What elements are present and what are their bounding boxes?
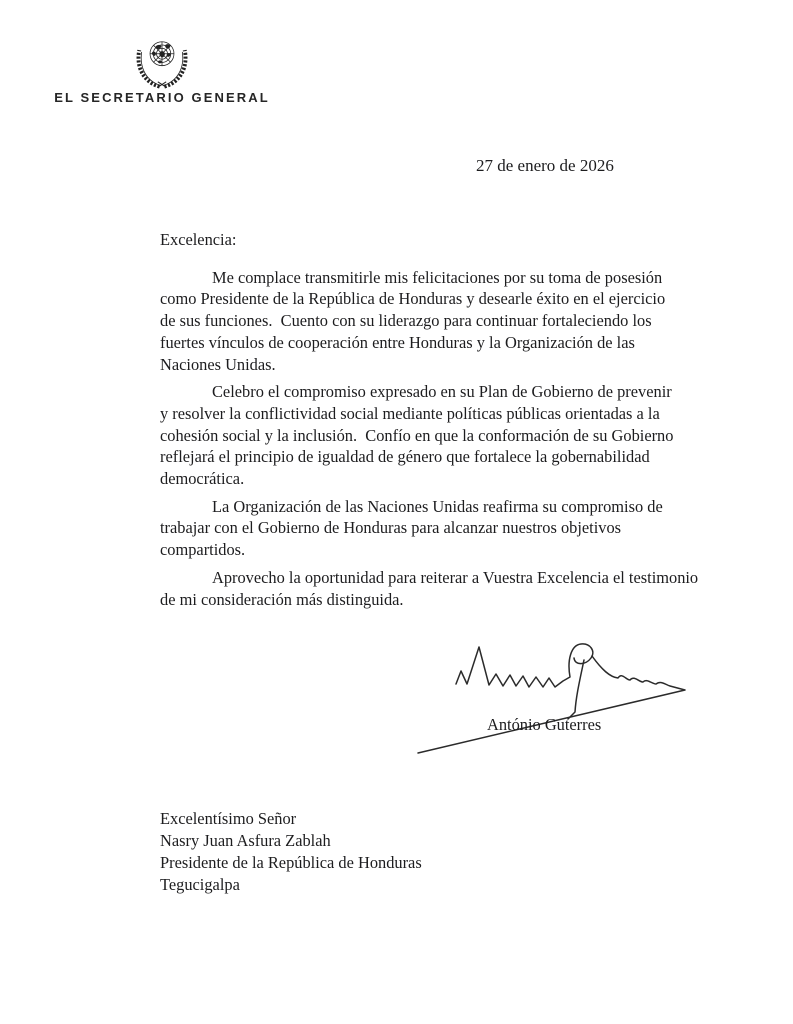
text-line: y resolver la conflictividad social mediante políticas públicas orientadas a la — [160, 403, 660, 423]
letter-body — [160, 229, 740, 616]
text-line: Naciones Unidas. — [160, 354, 276, 374]
handwritten-signature — [413, 634, 773, 774]
text-line: democrática. — [160, 469, 245, 489]
text-line: compartidos. — [160, 540, 246, 560]
text-line: trabajar con el Gobierno de Honduras para alcanzar nuestros objetivos — [160, 518, 622, 538]
paragraph-3 — [160, 496, 740, 561]
text-line: Excelentísimo Señor — [160, 809, 297, 828]
text-line: Celebro el compromiso expresado en su Plan de Gobierno de prevenir — [212, 382, 672, 402]
text-line: fuertes vínculos de cooperación entre Honduras y la Organización de las — [160, 332, 635, 352]
paragraph-1 — [160, 267, 740, 376]
signature-block — [413, 634, 773, 774]
text-line: La Organización de las Naciones Unidas reafirma su compromiso de — [212, 496, 663, 516]
letter-date: 27 de enero de 2026 — [476, 156, 614, 175]
text-line: Tegucigalpa — [160, 875, 240, 894]
text-line: Presidente de la República de Honduras — [160, 853, 422, 872]
text-line: de sus funciones. Cuento con su liderazgo para continuar fortaleciendo los — [160, 311, 652, 331]
salutation: Excelencia: — [160, 230, 237, 249]
text-line: cohesión social y la inclusión. Confío en que la conformación de su Gobierno — [160, 425, 674, 445]
united-nations-emblem-icon — [132, 34, 192, 89]
text-line: como Presidente de la República de Honduras y desearle éxito en el ejercicio — [160, 289, 666, 309]
paragraph-2 — [160, 381, 740, 490]
recipient-address — [160, 808, 422, 896]
letterhead-title: EL SECRETARIO GENERAL — [54, 90, 270, 105]
text-line: Aprovecho la oportunidad para reiterar a Vuestra Excelencia el testimonio — [212, 567, 699, 587]
text-line: Me complace transmitirle mis felicitaciones por su toma de posesión — [212, 267, 663, 287]
text-line: reflejará el principio de igualdad de género que fortalece la gobernabilidad — [160, 447, 650, 467]
letterhead — [54, 34, 270, 105]
signature-name: António Guterres — [487, 715, 602, 734]
text-line: de mi consideración más distinguida. — [160, 589, 404, 609]
text-line: Nasry Juan Asfura Zablah — [160, 831, 331, 850]
paragraph-4 — [160, 567, 740, 610]
